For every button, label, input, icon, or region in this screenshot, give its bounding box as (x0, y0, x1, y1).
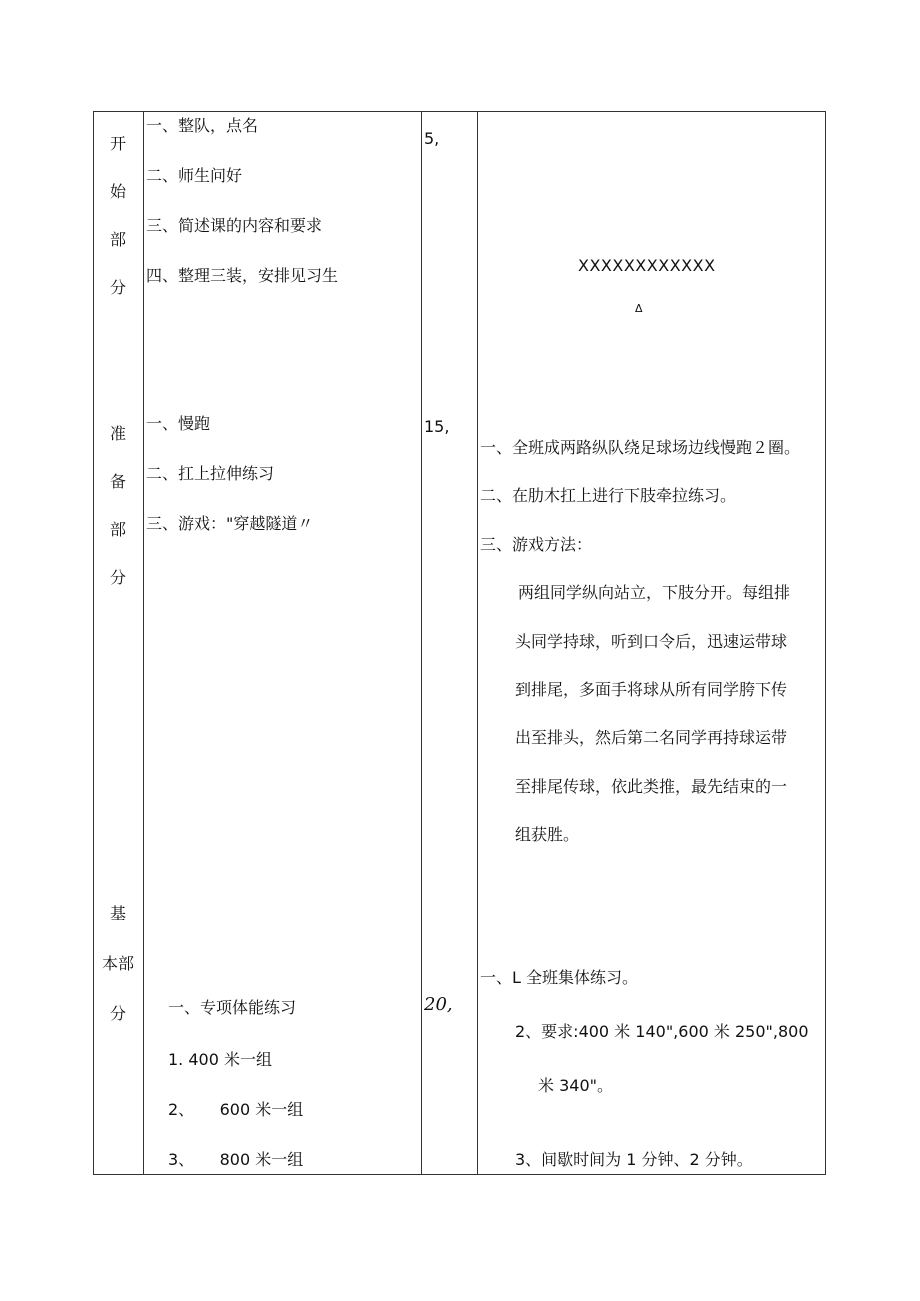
basic-item-3: 3、 800 米一组 (168, 1150, 304, 1169)
section-label-start: 开 始 部 分 (109, 134, 126, 297)
section-label-basic: 基 本部 分 (101, 904, 134, 1023)
time-start: 5, (424, 129, 440, 148)
start-item-2: 二、师生问好 (146, 166, 243, 185)
game-method-line-2: 头同学持球，听到口令后，迅速运带球 (515, 632, 788, 651)
column-divider-1 (143, 111, 144, 1175)
prep-item-3: 三、游戏："穿越隧道〃 (146, 514, 314, 533)
basic-item-2: 2、 600 米一组 (168, 1100, 304, 1119)
section-label-prep: 准 备 部 分 (109, 424, 126, 587)
column-divider-3 (477, 111, 478, 1175)
basic-title: 一、专项体能练习 (168, 998, 297, 1017)
org-basic-1: 一、L 全班集体练习。 (480, 968, 639, 987)
time-basic: 20, (424, 994, 453, 1015)
formation-diagram: XXXXXXXXXXXX (578, 256, 716, 275)
game-method-line-3: 到排尾，多面手将球从所有同学胯下传 (515, 680, 788, 699)
org-basic-3: 米 340"。 (538, 1076, 613, 1095)
org-prep-1: 一、全班成两路纵队绕足球场边线慢跑２圈。 (480, 438, 801, 457)
org-prep-2: 二、在肋木扛上进行下肢牵拉练习。 (480, 486, 737, 505)
basic-item-1: 1. 400 米一组 (168, 1050, 272, 1069)
start-item-4: 四、整理三装，安排见习生 (146, 266, 339, 285)
game-method-line-5: 至排尾传球，依此类推，最先结束的一 (515, 777, 788, 796)
org-basic-4: 3、间歇时间为 1 分钟、2 分钟。 (515, 1150, 753, 1169)
game-method-line-6: 组获胜。 (515, 825, 580, 844)
prep-item-1: 一、慢跑 (146, 414, 211, 433)
start-item-1: 一、整队，点名 (146, 116, 259, 135)
game-method-line-4: 出至排头，然后第二名同学再持球运带 (515, 728, 788, 747)
start-item-3: 三、简述课的内容和要求 (146, 216, 323, 235)
column-divider-2 (421, 111, 422, 1175)
prep-item-2: 二、扛上拉伸练习 (146, 464, 275, 483)
game-method-line-1: 两组同学纵向站立，下肢分开。每组排 (518, 583, 791, 602)
org-basic-2: 2、要求:400 米 140",600 米 250",800 (515, 1022, 809, 1041)
org-prep-3: 三、游戏方法： (480, 535, 593, 554)
time-prep: 15, (424, 417, 450, 436)
teacher-marker-icon: Δ (635, 302, 643, 315)
